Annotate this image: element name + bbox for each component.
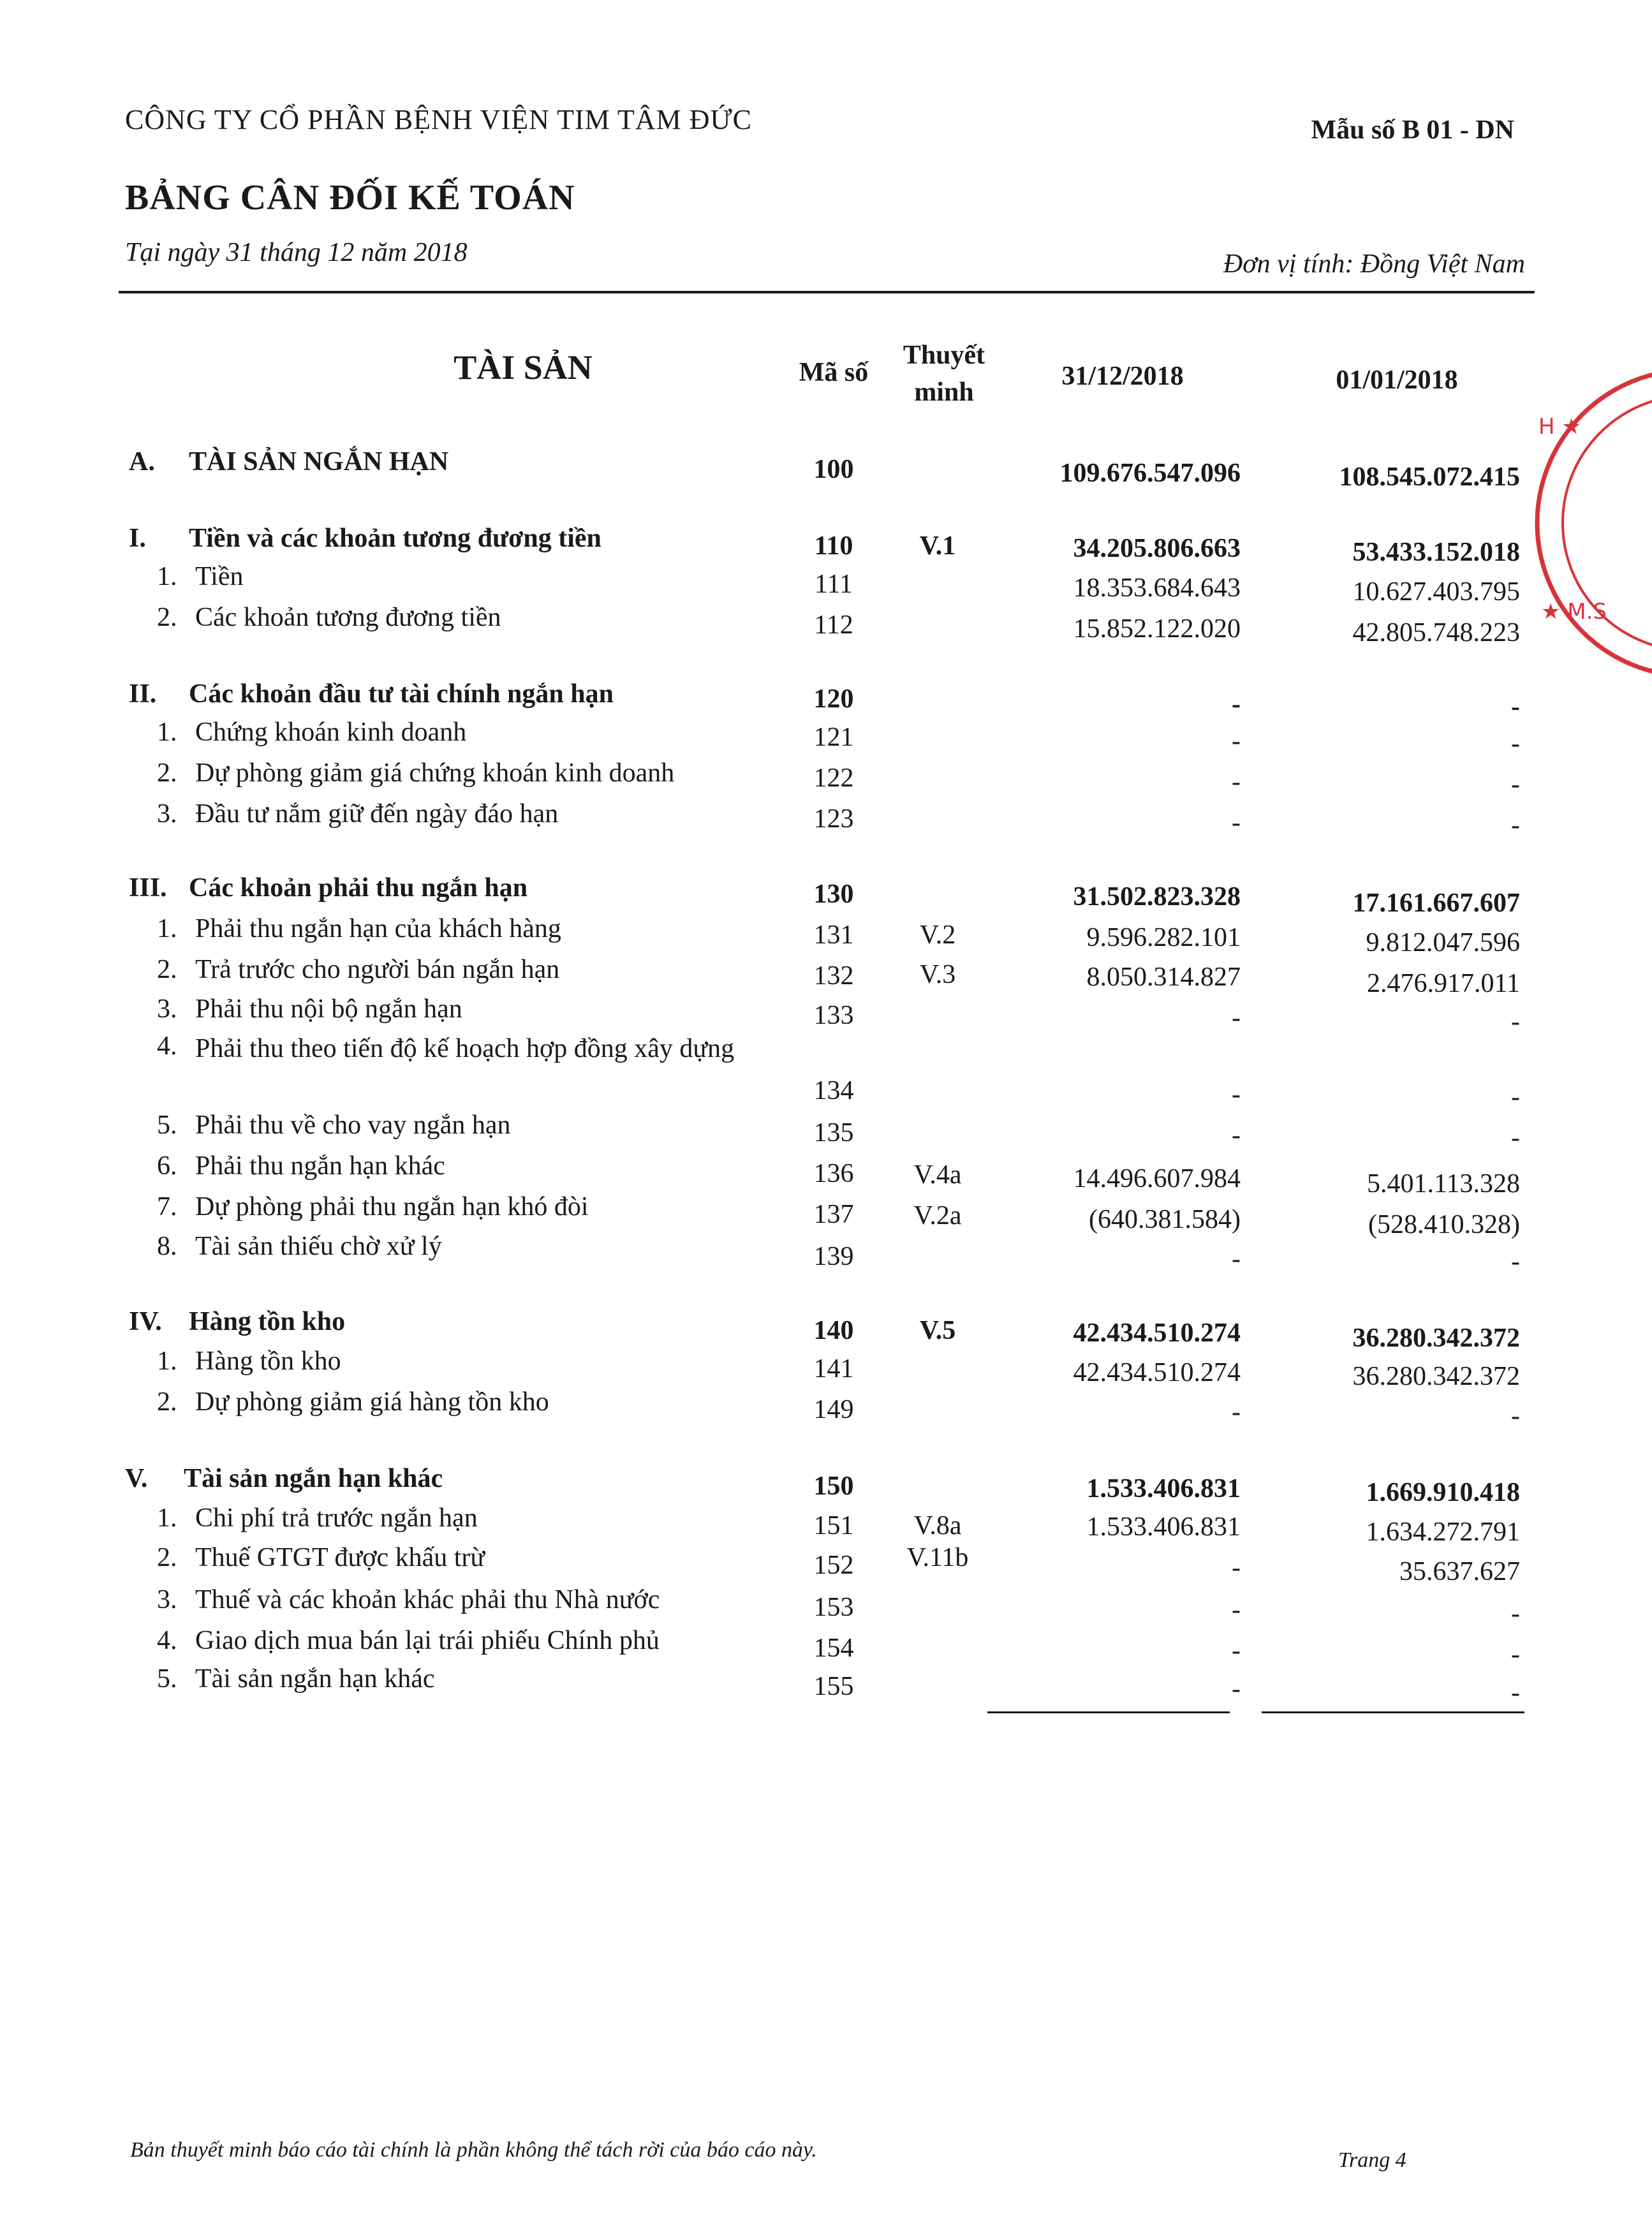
row-number: 6. [157,1151,177,1181]
row-value-2018-01: 9.812.047.596 [1366,928,1520,957]
footer-note: Bản thuyết minh báo cáo tài chính là phần không thể tách rời của báo cáo này. [130,2138,817,2162]
row-number: 4. [157,1626,177,1655]
row-value-2018-01: - [1511,1599,1520,1628]
row-value-2018-12: 18.353.684.643 [1073,573,1241,603]
row-value-2018-12: 9.596.282.101 [1086,923,1241,952]
row-number: 3. [157,799,177,829]
row-label: Tiền và các khoản tương đương tiền [189,524,601,553]
row-code: 141 [813,1354,854,1384]
seal-text: H ★ [1538,414,1581,439]
row-value-2018-01: 108.545.072.415 [1339,462,1520,492]
page-number: Trang 4 [1338,2148,1406,2172]
company-name: CÔNG TY CỔ PHẦN BỆNH VIỆN TIM TÂM ĐỨC [125,104,752,135]
row-value-2018-12: 1.533.406.831 [1086,1474,1241,1503]
row-label: Phải thu về cho vay ngắn hạn [195,1111,511,1140]
row-label: Phải thu ngắn hạn khác [195,1151,445,1181]
row-value-2018-12: - [1232,1553,1241,1583]
row-label: Phải thu nội bộ ngắn hạn [195,994,462,1024]
row-value-2018-12: - [1232,727,1241,756]
row-value-2018-01: 35.637.627 [1399,1557,1520,1586]
row-value-2018-01: (528.410.328) [1368,1210,1520,1239]
row-number: 4. [157,1031,177,1061]
row-value-2018-01: - [1511,1401,1520,1431]
column-header-date1: 31/12/2018 [1061,362,1184,391]
row-value-2018-12: 8.050.314.827 [1086,963,1241,992]
row-label: Phải thu theo tiến độ kế hoạch hợp đồng xây dựng [195,1034,735,1063]
row-code: 123 [813,804,854,834]
row-value-2018-01: 53.433.152.018 [1352,538,1520,567]
row-value-2018-12: 42.434.510.274 [1073,1318,1241,1348]
row-note: V.4a [913,1160,962,1190]
row-label: Tài sản ngắn hạn khác [195,1664,435,1694]
row-label: Các khoản phải thu ngắn hạn [189,873,528,903]
row-value-2018-01: 36.280.342.372 [1352,1362,1520,1391]
row-value-2018-01: - [1511,1640,1520,1669]
total-underline-2018-01 [1262,1711,1524,1713]
row-number: 1. [157,562,177,591]
row-value-2018-12: 1.533.406.831 [1086,1512,1241,1542]
row-label: Phải thu ngắn hạn của khách hàng [195,914,561,943]
currency-unit: Đơn vị tính: Đồng Việt Nam [1223,249,1525,279]
row-value-2018-01: - [1511,1678,1520,1708]
row-code: 154 [813,1634,854,1663]
row-value-2018-01: - [1511,1082,1520,1112]
report-date: Tại ngày 31 tháng 12 năm 2018 [125,238,468,267]
row-number: A. [129,447,155,476]
row-number: 3. [157,994,177,1024]
row-value-2018-01: - [1511,729,1520,758]
row-code: 155 [813,1672,854,1701]
row-value-2018-01: 1.634.272.791 [1366,1517,1520,1547]
row-value-2018-12: 14.496.607.984 [1073,1164,1241,1193]
row-code: 149 [813,1395,854,1424]
row-code: 100 [813,455,854,484]
column-header-code: Mã số [799,358,869,387]
row-number: III. [129,873,167,903]
row-code: 134 [813,1076,854,1105]
row-note: V.3 [919,960,956,989]
row-code: 136 [813,1159,854,1188]
row-label: Tiền [195,562,244,591]
row-value-2018-12: - [1232,767,1241,797]
row-value-2018-01: 10.627.403.795 [1352,577,1520,607]
row-label: Các khoản đầu tư tài chính ngắn hạn [189,679,614,709]
row-value-2018-01: 17.161.667.607 [1352,889,1520,918]
row-label: Giao dịch mua bán lại trái phiếu Chính phủ [195,1626,660,1655]
column-header-asset: TÀI SẢN [454,348,593,387]
row-label: Các khoản tương đương tiền [195,603,501,632]
row-value-2018-12: 31.502.823.328 [1073,882,1241,912]
row-value-2018-01: - [1511,1007,1520,1037]
row-code: 133 [813,1001,854,1030]
row-value-2018-01: 1.669.910.418 [1366,1478,1520,1507]
row-number: IV. [129,1307,162,1336]
row-note: V.2a [913,1201,962,1230]
row-code: 150 [813,1472,854,1501]
row-label: Tài sản ngắn hạn khác [184,1464,443,1493]
row-label: Thuế và các khoản khác phải thu Nhà nước [195,1585,660,1614]
row-value-2018-12: - [1232,1080,1241,1109]
row-value-2018-01: 2.476.917.011 [1367,969,1520,998]
row-number: 5. [157,1664,177,1694]
row-value-2018-12: - [1232,1674,1241,1704]
row-number: V. [125,1464,148,1493]
row-code: 153 [813,1593,854,1622]
row-code: 135 [813,1118,854,1148]
row-value-2018-12: - [1232,1636,1241,1665]
row-number: 2. [157,955,177,984]
row-value-2018-01: 42.805.748.223 [1352,618,1520,647]
row-code: 151 [813,1511,854,1540]
row-label: Chi phí trả trước ngắn hạn [195,1503,478,1533]
row-value-2018-12: 42.434.510.274 [1073,1358,1241,1387]
row-number: 1. [157,914,177,943]
row-number: I. [129,524,146,553]
column-header-date2: 01/01/2018 [1336,365,1458,395]
column-header-note: Thuyết minh [903,341,985,407]
row-value-2018-01: 36.280.342.372 [1352,1324,1520,1353]
row-number: 7. [157,1192,177,1222]
row-label: Tài sản thiếu chờ xử lý [195,1232,442,1261]
row-number: 3. [157,1585,177,1614]
row-value-2018-12: - [1232,1398,1241,1427]
row-label: Dự phòng giảm giá chứng khoán kinh doanh [195,758,675,788]
row-number: 8. [157,1232,177,1261]
row-note: V.2 [919,920,956,950]
row-code: 137 [813,1200,854,1229]
row-note: V.8a [913,1511,962,1540]
row-code: 110 [814,531,853,561]
row-label: TÀI SẢN NGẮN HẠN [189,447,449,476]
row-label: Đầu tư nắm giữ đến ngày đáo hạn [195,799,559,829]
row-value-2018-01: - [1511,770,1520,799]
row-note: V.11b [906,1543,969,1572]
row-number: 1. [157,718,177,747]
row-value-2018-01: - [1511,1123,1520,1153]
header-divider [119,291,1535,293]
row-value-2018-12: - [1232,690,1241,719]
row-note: V.5 [919,1316,956,1345]
row-label: Dự phòng giảm giá hàng tồn kho [195,1387,549,1417]
row-code: 152 [813,1551,854,1580]
row-code: 139 [813,1242,854,1271]
row-label: Chứng khoán kinh doanh [195,718,467,747]
row-note: V.1 [919,531,956,561]
row-code: 130 [813,880,854,909]
form-code: Mẫu số B 01 - DN [1311,115,1514,145]
svg-text:★ M.S: ★ M.S [1541,599,1607,624]
row-label: Dự phòng phải thu ngắn hạn khó đòi [195,1192,589,1222]
row-value-2018-12: 15.852.122.020 [1073,614,1241,644]
row-number: 2. [157,1543,177,1572]
row-value-2018-12: - [1232,808,1241,838]
row-number: 5. [157,1111,177,1140]
row-value-2018-12: - [1232,1121,1241,1150]
row-value-2018-01: - [1511,811,1520,840]
row-value-2018-12: - [1232,1003,1241,1033]
row-value-2018-12: 34.205.806.663 [1073,534,1241,563]
row-label: Hàng tồn kho [189,1307,346,1336]
row-code: 112 [814,610,853,640]
row-value-2018-01: - [1511,1247,1520,1276]
row-number: II. [129,679,157,709]
total-underline-2018-12 [987,1711,1230,1713]
row-number: 2. [157,758,177,788]
row-code: 121 [813,723,854,752]
row-code: 120 [813,684,854,714]
page-title: BẢNG CÂN ĐỐI KẾ TOÁN [125,178,575,218]
row-value-2018-12: - [1232,1244,1241,1274]
row-number: 1. [157,1347,177,1376]
row-value-2018-12: (640.381.584) [1089,1205,1241,1234]
row-number: 1. [157,1503,177,1533]
row-number: 2. [157,603,177,632]
row-label: Trả trước cho người bán ngắn hạn [195,955,560,984]
row-value-2018-01: - [1511,692,1520,721]
row-number: 2. [157,1387,177,1417]
row-label: Hàng tồn kho [195,1347,341,1376]
row-value-2018-01: 5.401.113.328 [1367,1169,1520,1199]
row-code: 132 [813,961,854,991]
row-code: 140 [813,1316,854,1345]
company-seal [1524,344,1652,702]
row-code: 131 [813,920,854,950]
row-code: 111 [815,570,853,599]
row-label: Thuế GTGT được khấu trừ [195,1543,485,1572]
row-value-2018-12: 109.676.547.096 [1059,459,1241,488]
row-code: 122 [813,764,854,793]
row-value-2018-12: - [1232,1595,1241,1625]
